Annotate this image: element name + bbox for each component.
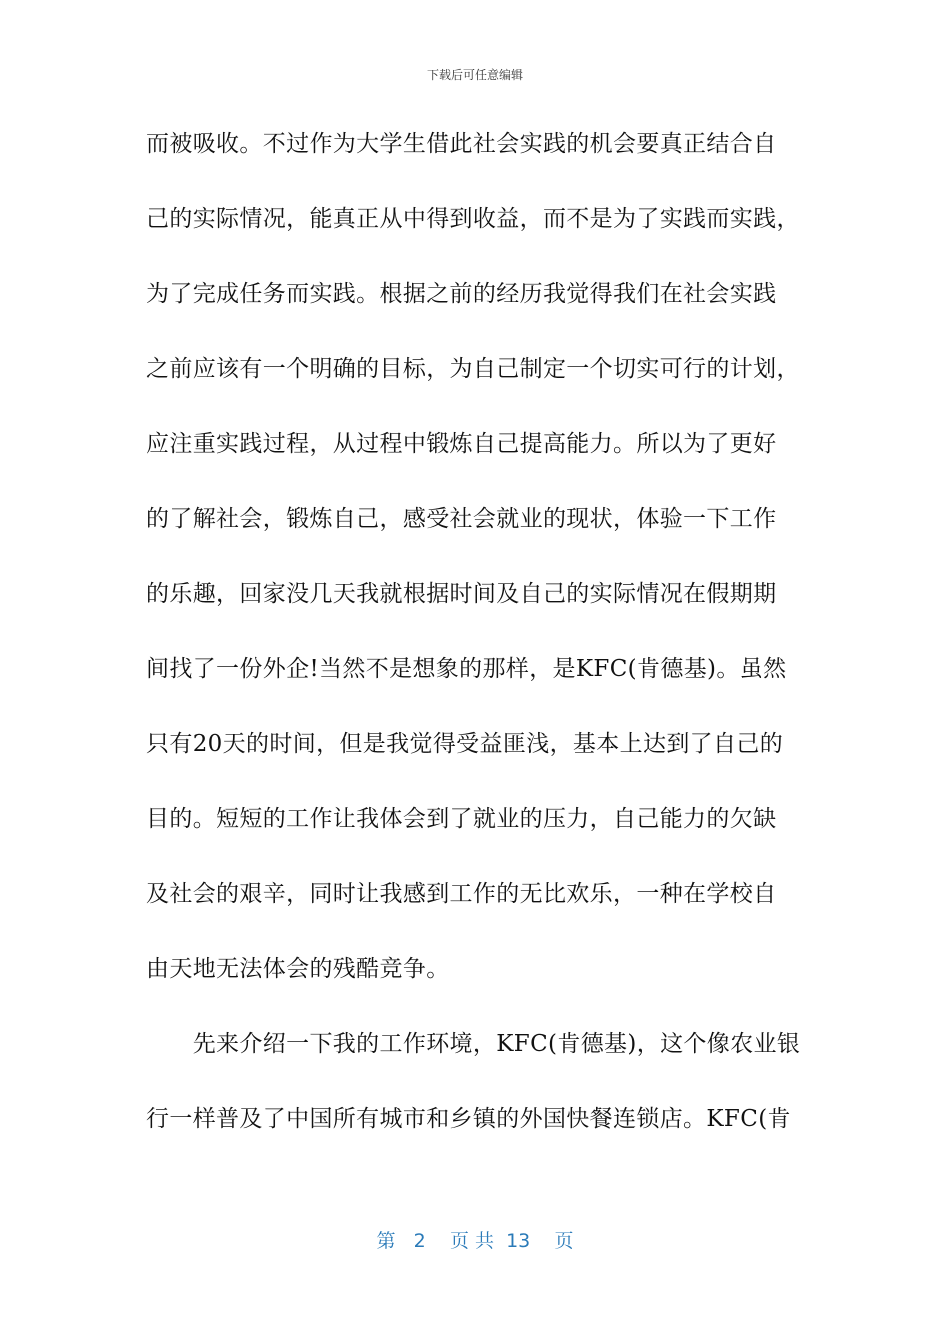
footer-total-pages: 13 bbox=[506, 1230, 531, 1252]
text-line: 由天地无法体会的残酷竞争。 bbox=[146, 956, 450, 982]
footer-suffix: 页 bbox=[554, 1230, 574, 1252]
footer-prefix: 第 bbox=[376, 1230, 396, 1252]
text-line: 目的。短短的工作让我体会到了就业的压力，自己能力的欠缺 bbox=[146, 806, 777, 832]
text-line: 应注重实践过程，从过程中锻炼自己提高能力。所以为了更好 bbox=[146, 431, 777, 457]
text-line: 先来介绍一下我的工作环境，KFC(肯德基)，这个像农业银 bbox=[146, 1031, 801, 1057]
text-line: 的乐趣，回家没几天我就根据时间及自己的实际情况在假期期 bbox=[146, 581, 777, 607]
footer-middle: 页 共 bbox=[449, 1230, 494, 1252]
text-line: 之前应该有一个明确的目标，为自己制定一个切实可行的计划， bbox=[146, 356, 800, 382]
text-line: 的了解社会，锻炼自己，感受社会就业的现状，体验一下工作 bbox=[146, 506, 777, 532]
footer-page-number: 2 bbox=[413, 1230, 426, 1252]
text-line: 行一样普及了中国所有城市和乡镇的外国快餐连锁店。KFC(肯 bbox=[146, 1106, 791, 1132]
text-line: 为了完成任务而实践。根据之前的经历我觉得我们在社会实践 bbox=[146, 281, 777, 307]
text-line: 而被吸收。不过作为大学生借此社会实践的机会要真正结合自 bbox=[146, 131, 777, 157]
text-line: 己的实际情况，能真正从中得到收益，而不是为了实践而实践， bbox=[146, 206, 800, 232]
text-line: 只有20天的时间，但是我觉得受益匪浅，基本上达到了自己的 bbox=[146, 731, 784, 757]
text-line: 间找了一份外企!当然不是想象的那样，是KFC(肯德基)。虽然 bbox=[146, 656, 787, 682]
page-footer bbox=[0, 1226, 950, 1253]
text-line: 及社会的艰辛，同时让我感到工作的无比欢乐，一种在学校自 bbox=[146, 881, 777, 907]
page-header: 下载后可任意编辑 bbox=[426, 68, 523, 82]
